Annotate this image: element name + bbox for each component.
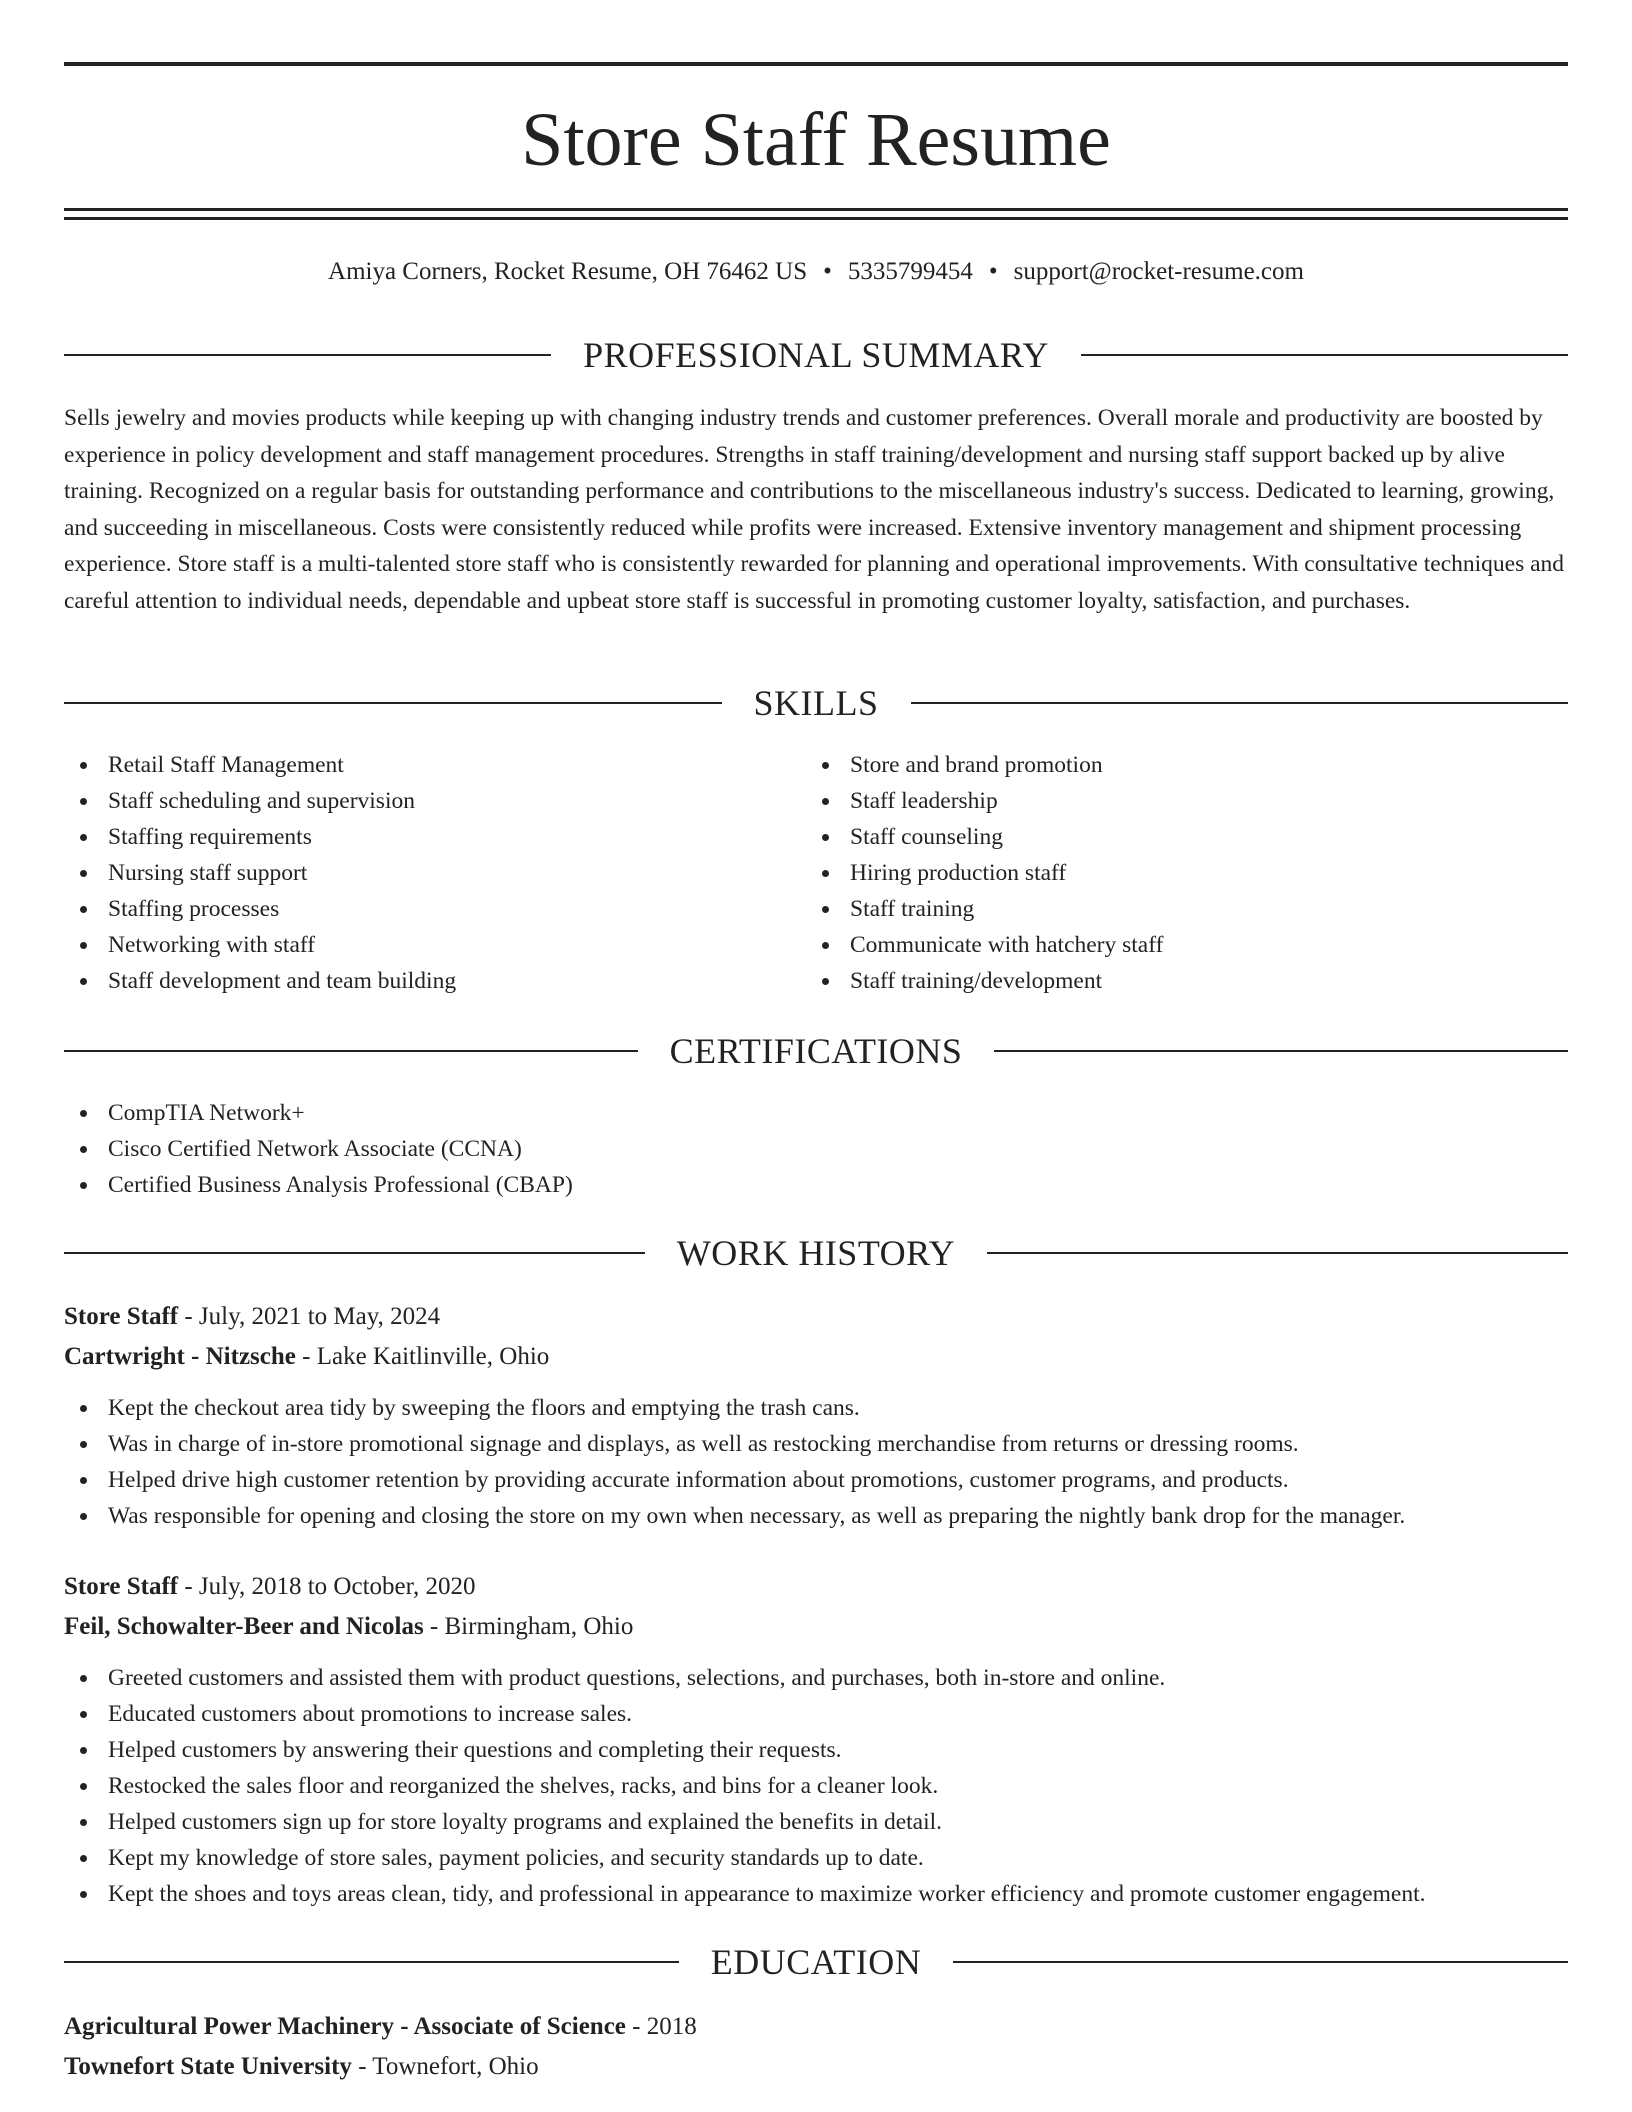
- bullet-icon: [80, 1783, 87, 1790]
- bullet-icon: [80, 1182, 87, 1189]
- resume-title: Store Staff Resume: [521, 98, 1111, 182]
- job-location: - Lake Kaitlinville, Ohio: [295, 1343, 550, 1370]
- skill-item: Networking with staff: [64, 927, 804, 963]
- bullet-icon: [80, 762, 87, 769]
- education-year: - 2018: [625, 2013, 697, 2040]
- section-title: CERTIFICATIONS: [669, 1031, 963, 1071]
- skills-list-right: [806, 747, 1566, 999]
- section-title: SKILLS: [753, 683, 879, 723]
- job-duties-list: [64, 1390, 1405, 1534]
- certifications-list: [64, 1095, 573, 1203]
- job-duty: Helped customers by answering their questions and completing their requests.: [64, 1732, 1425, 1768]
- skill-item: Store and brand promotion: [806, 747, 1566, 783]
- bullet-icon: [80, 834, 87, 841]
- section-title: WORK HISTORY: [676, 1233, 956, 1273]
- bullet-icon: [80, 1675, 87, 1682]
- contact-phone: 5335799454: [847, 258, 973, 285]
- bullet-icon: [80, 1441, 87, 1448]
- bullet-icon: [80, 1405, 87, 1412]
- section-heading-summary: [64, 335, 1568, 375]
- job-company-line: [64, 1340, 1568, 1374]
- bullet-icon: [822, 906, 829, 913]
- bullet-icon: [80, 1110, 87, 1117]
- job-title-line: [64, 1300, 1568, 1334]
- job-dates: - July, 2021 to May, 2024: [178, 1303, 441, 1330]
- job-duty: Educated customers about promotions to increase sales.: [64, 1696, 1425, 1732]
- bullet-icon: [80, 1477, 87, 1484]
- section-heading-skills: [64, 683, 1568, 723]
- heading-rule: [64, 354, 551, 356]
- heading-rule: [953, 1961, 1568, 1963]
- job-duty: Kept the shoes and toys areas clean, tidy, and professional in appearance to maximize worker efficiency and promote customer engagement.: [64, 1876, 1425, 1912]
- education-degree: Agricultural Power Machinery - Associate of Science: [64, 2013, 626, 2040]
- heading-rule: [64, 1252, 645, 1254]
- heading-rule: [64, 1961, 679, 1963]
- heading-rule: [64, 702, 722, 704]
- bullet-icon: [80, 1513, 87, 1520]
- job-duty: Helped customers sign up for store loyalty programs and explained the benefits in detail.: [64, 1804, 1425, 1840]
- bullet-icon: [80, 1891, 87, 1898]
- bullet-icon: [80, 978, 87, 985]
- bullet-icon: [80, 906, 87, 913]
- job-dates: - July, 2018 to October, 2020: [178, 1573, 476, 1600]
- bullet-icon: [80, 1819, 87, 1826]
- skill-item: Nursing staff support: [64, 855, 804, 891]
- title-double-rule: [64, 208, 1568, 220]
- skill-item: Retail Staff Management: [64, 747, 804, 783]
- skill-item: Staff scheduling and supervision: [64, 783, 804, 819]
- education-location: - Townefort, Ohio: [351, 2053, 539, 2080]
- job-duty: Kept the checkout area tidy by sweeping the floors and emptying the trash cans.: [64, 1390, 1405, 1426]
- skill-item: Staff leadership: [806, 783, 1566, 819]
- heading-rule: [911, 702, 1569, 704]
- skill-item: Communicate with hatchery staff: [806, 927, 1566, 963]
- bullet-icon: [822, 834, 829, 841]
- job-company-line: [64, 1610, 1568, 1644]
- section-heading-education: [64, 1942, 1568, 1982]
- certification-item: CompTIA Network+: [64, 1095, 573, 1131]
- skill-item: Staffing processes: [64, 891, 804, 927]
- bullet-icon: [822, 870, 829, 877]
- job-title: Store Staff: [64, 1573, 179, 1600]
- job-duties-list: [64, 1660, 1425, 1912]
- education-school: Townefort State University: [64, 2053, 352, 2080]
- contact-separator: •: [988, 258, 998, 285]
- job-duty: Kept my knowledge of store sales, payment policies, and security standards up to date.: [64, 1840, 1425, 1876]
- contact-line: [64, 255, 1568, 289]
- skill-item: Staff training/development: [806, 963, 1566, 999]
- job-duty: Helped drive high customer retention by providing accurate information about promotions, customer programs, and products.: [64, 1462, 1405, 1498]
- section-heading-certifications: [64, 1031, 1568, 1071]
- skills-list-left: [64, 747, 804, 999]
- heading-rule: [1081, 354, 1568, 356]
- contact-address: Amiya Corners, Rocket Resume, OH 76462 US: [328, 258, 808, 285]
- education-degree-line: [64, 2010, 1568, 2044]
- bullet-icon: [822, 978, 829, 985]
- job-duty: Was in charge of in-store promotional signage and displays, as well as restocking merchandise from returns or dressing rooms.: [64, 1426, 1405, 1462]
- job-duty: Restocked the sales floor and reorganized the shelves, racks, and bins for a cleaner look.: [64, 1768, 1425, 1804]
- job-location: - Birmingham, Ohio: [423, 1613, 634, 1640]
- bullet-icon: [822, 798, 829, 805]
- bullet-icon: [80, 1711, 87, 1718]
- job-company: Cartwright - Nitzsche: [64, 1343, 296, 1370]
- heading-rule: [994, 1050, 1568, 1052]
- section-title: EDUCATION: [710, 1942, 922, 1982]
- job-title: Store Staff: [64, 1303, 179, 1330]
- certification-item: Cisco Certified Network Associate (CCNA): [64, 1131, 573, 1167]
- bullet-icon: [80, 1855, 87, 1862]
- bullet-icon: [80, 1747, 87, 1754]
- bullet-icon: [80, 1146, 87, 1153]
- job-company: Feil, Schowalter-Beer and Nicolas: [64, 1613, 424, 1640]
- section-title: PROFESSIONAL SUMMARY: [583, 335, 1049, 375]
- bullet-icon: [80, 798, 87, 805]
- contact-email: support@rocket-resume.com: [1013, 258, 1304, 285]
- summary-text: Sells jewelry and movies products while keeping up with changing industry trends and customer preferences. Overall morale and productivity are boosted by experience in policy development and staff management procedures. Strengths in staff training/development and nursing staff support backed up by alive training. Recognized on a regular basis for outstanding performance and contributions to the miscellaneous industry's success. Dedicated to learning, growing, and succeeding in miscellaneous. Costs were consistently reduced while profits were increased. Extensive inventory management and shipment processing experience. Store staff is a multi-talented store staff who is consistently rewarded for planning and operational improvements. With consultative techniques and careful attention to individual needs, dependable and upbeat store staff is successful in promoting customer loyalty, satisfaction, and purchases.: [64, 405, 1565, 614]
- certification-item: Certified Business Analysis Professional (CBAP): [64, 1167, 573, 1203]
- skill-item: Hiring production staff: [806, 855, 1566, 891]
- section-heading-work-history: [64, 1233, 1568, 1273]
- bullet-icon: [80, 942, 87, 949]
- skill-item: Staff training: [806, 891, 1566, 927]
- contact-separator: •: [823, 258, 832, 285]
- heading-rule: [987, 1252, 1568, 1254]
- top-rule: [64, 62, 1568, 66]
- job-duty: Was responsible for opening and closing the store on my own when necessary, as well as preparing the nightly bank drop for the manager.: [64, 1498, 1405, 1534]
- bullet-icon: [822, 942, 829, 949]
- bullet-icon: [822, 762, 829, 769]
- bullet-icon: [80, 870, 87, 877]
- skill-item: Staffing requirements: [64, 819, 804, 855]
- skill-item: Staff development and team building: [64, 963, 804, 999]
- job-duty: Greeted customers and assisted them with product questions, selections, and purchases, both in-store and online.: [64, 1660, 1425, 1696]
- job-title-line: [64, 1570, 1568, 1604]
- education-school-line: [64, 2050, 1568, 2084]
- skill-item: Staff counseling: [806, 819, 1566, 855]
- heading-rule: [64, 1050, 638, 1052]
